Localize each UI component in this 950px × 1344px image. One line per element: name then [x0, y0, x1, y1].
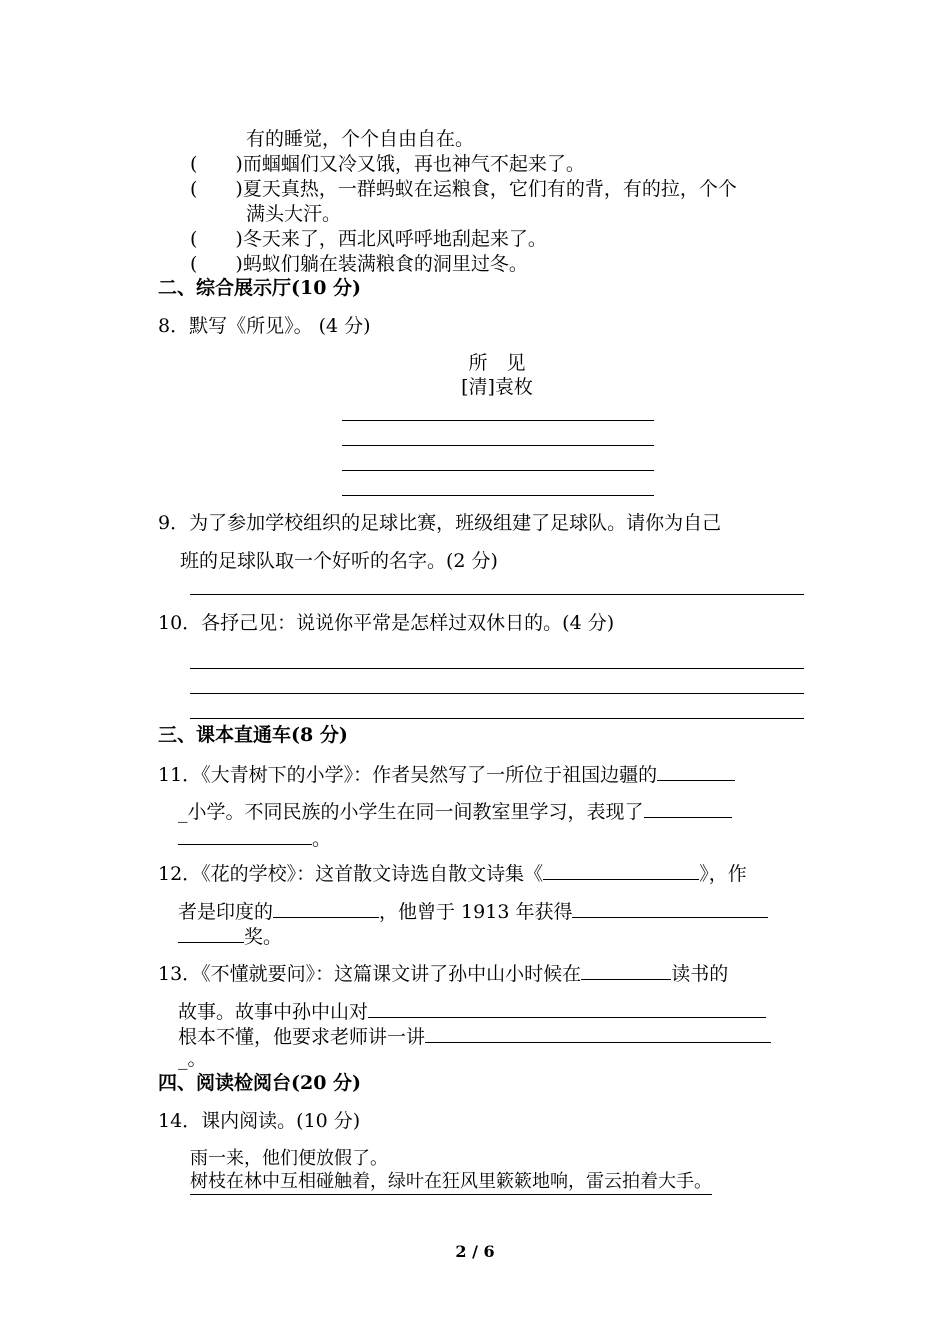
- answer-line[interactable]: [190, 693, 804, 694]
- question-14: 14．课内阅读。(10 分): [158, 1110, 361, 1132]
- ordering-line-1: 有的睡觉，个个自由自在。: [246, 128, 475, 150]
- answer-blank[interactable]: [273, 897, 379, 918]
- reading-paragraph-2: 树枝在林中互相碰触着，绿叶在狂风里簌簌地响，雷云拍着大手。: [190, 1170, 712, 1195]
- ordering-line-cont: 满头大汗。: [246, 203, 342, 225]
- ordering-item-2: ( )夏天真热，一群蚂蚁在运粮食，它们有的背，有的拉，个个: [190, 178, 737, 200]
- poem-title: 所 见: [468, 352, 526, 374]
- answer-blank[interactable]: [178, 824, 312, 845]
- answer-blank[interactable]: [657, 760, 735, 781]
- question-12: 12．《花的学校》：这首散文诗选自散文诗集《 》，作: [158, 859, 747, 887]
- question-13-end: _。: [178, 1048, 207, 1070]
- question-11-end: 。: [178, 824, 331, 852]
- answer-blank[interactable]: [425, 1022, 771, 1043]
- reading-paragraph-1: 雨一来，他们便放假了。: [190, 1148, 388, 1169]
- poem-author: [清]袁枚: [461, 376, 533, 398]
- answer-blank[interactable]: [368, 997, 766, 1018]
- answer-blank[interactable]: [644, 797, 732, 818]
- ordering-item-1: ( )而蝈蝈们又冷又饿，再也神气不起来了。: [190, 153, 585, 175]
- answer-line[interactable]: [190, 718, 804, 719]
- poem-answer-line[interactable]: [342, 445, 654, 446]
- answer-line[interactable]: [190, 668, 804, 669]
- question-13-cont2: 根本不懂，他要求老师讲一讲: [178, 1022, 771, 1050]
- answer-blank[interactable]: [178, 922, 244, 943]
- question-13-cont: 故事。故事中孙中山对: [178, 997, 766, 1025]
- ordering-item-3: ( )冬天来了，西北风呼呼地刮起来了。: [190, 228, 547, 250]
- answer-line[interactable]: [190, 594, 804, 595]
- question-12-end: 奖。: [178, 922, 282, 950]
- answer-blank[interactable]: [572, 897, 768, 918]
- poem-answer-line[interactable]: [342, 470, 654, 471]
- poem-answer-line[interactable]: [342, 420, 654, 421]
- section-heading-3: 三、课本直通车(8 分): [158, 724, 348, 746]
- question-10: 10．各抒己见：说说你平常是怎样过双休日的。(4 分): [158, 612, 615, 634]
- question-12-cont: 者是印度的 ，他曾于 1913 年获得: [178, 897, 768, 925]
- question-9: 9．为了参加学校组织的足球比赛，班级组建了足球队。请你为自己: [158, 512, 722, 534]
- section-heading-2: 二、综合展示厅(10 分): [158, 277, 362, 299]
- answer-blank[interactable]: [581, 959, 671, 980]
- section-heading-4: 四、阅读检阅台(20 分): [158, 1072, 362, 1094]
- ordering-item-4: ( )蚂蚁们躺在装满粮食的洞里过冬。: [190, 253, 528, 275]
- question-13: 13．《不懂就要问》：这篇课文讲了孙中山小时候在 读书的: [158, 959, 728, 987]
- question-9-cont: 班的足球队取一个好听的名字。(2 分): [180, 550, 498, 572]
- question-8: 8．默写《所见》。 (4 分): [158, 315, 371, 337]
- page-number: 2 / 6: [455, 1242, 495, 1261]
- poem-answer-line[interactable]: [342, 495, 654, 496]
- question-11: 11．《大青树下的小学》：作者吴然写了一所位于祖国边疆的: [158, 760, 735, 788]
- answer-blank[interactable]: [543, 859, 699, 880]
- question-11-cont: _小学。不同民族的小学生在同一间教室里学习，表现了: [178, 797, 732, 825]
